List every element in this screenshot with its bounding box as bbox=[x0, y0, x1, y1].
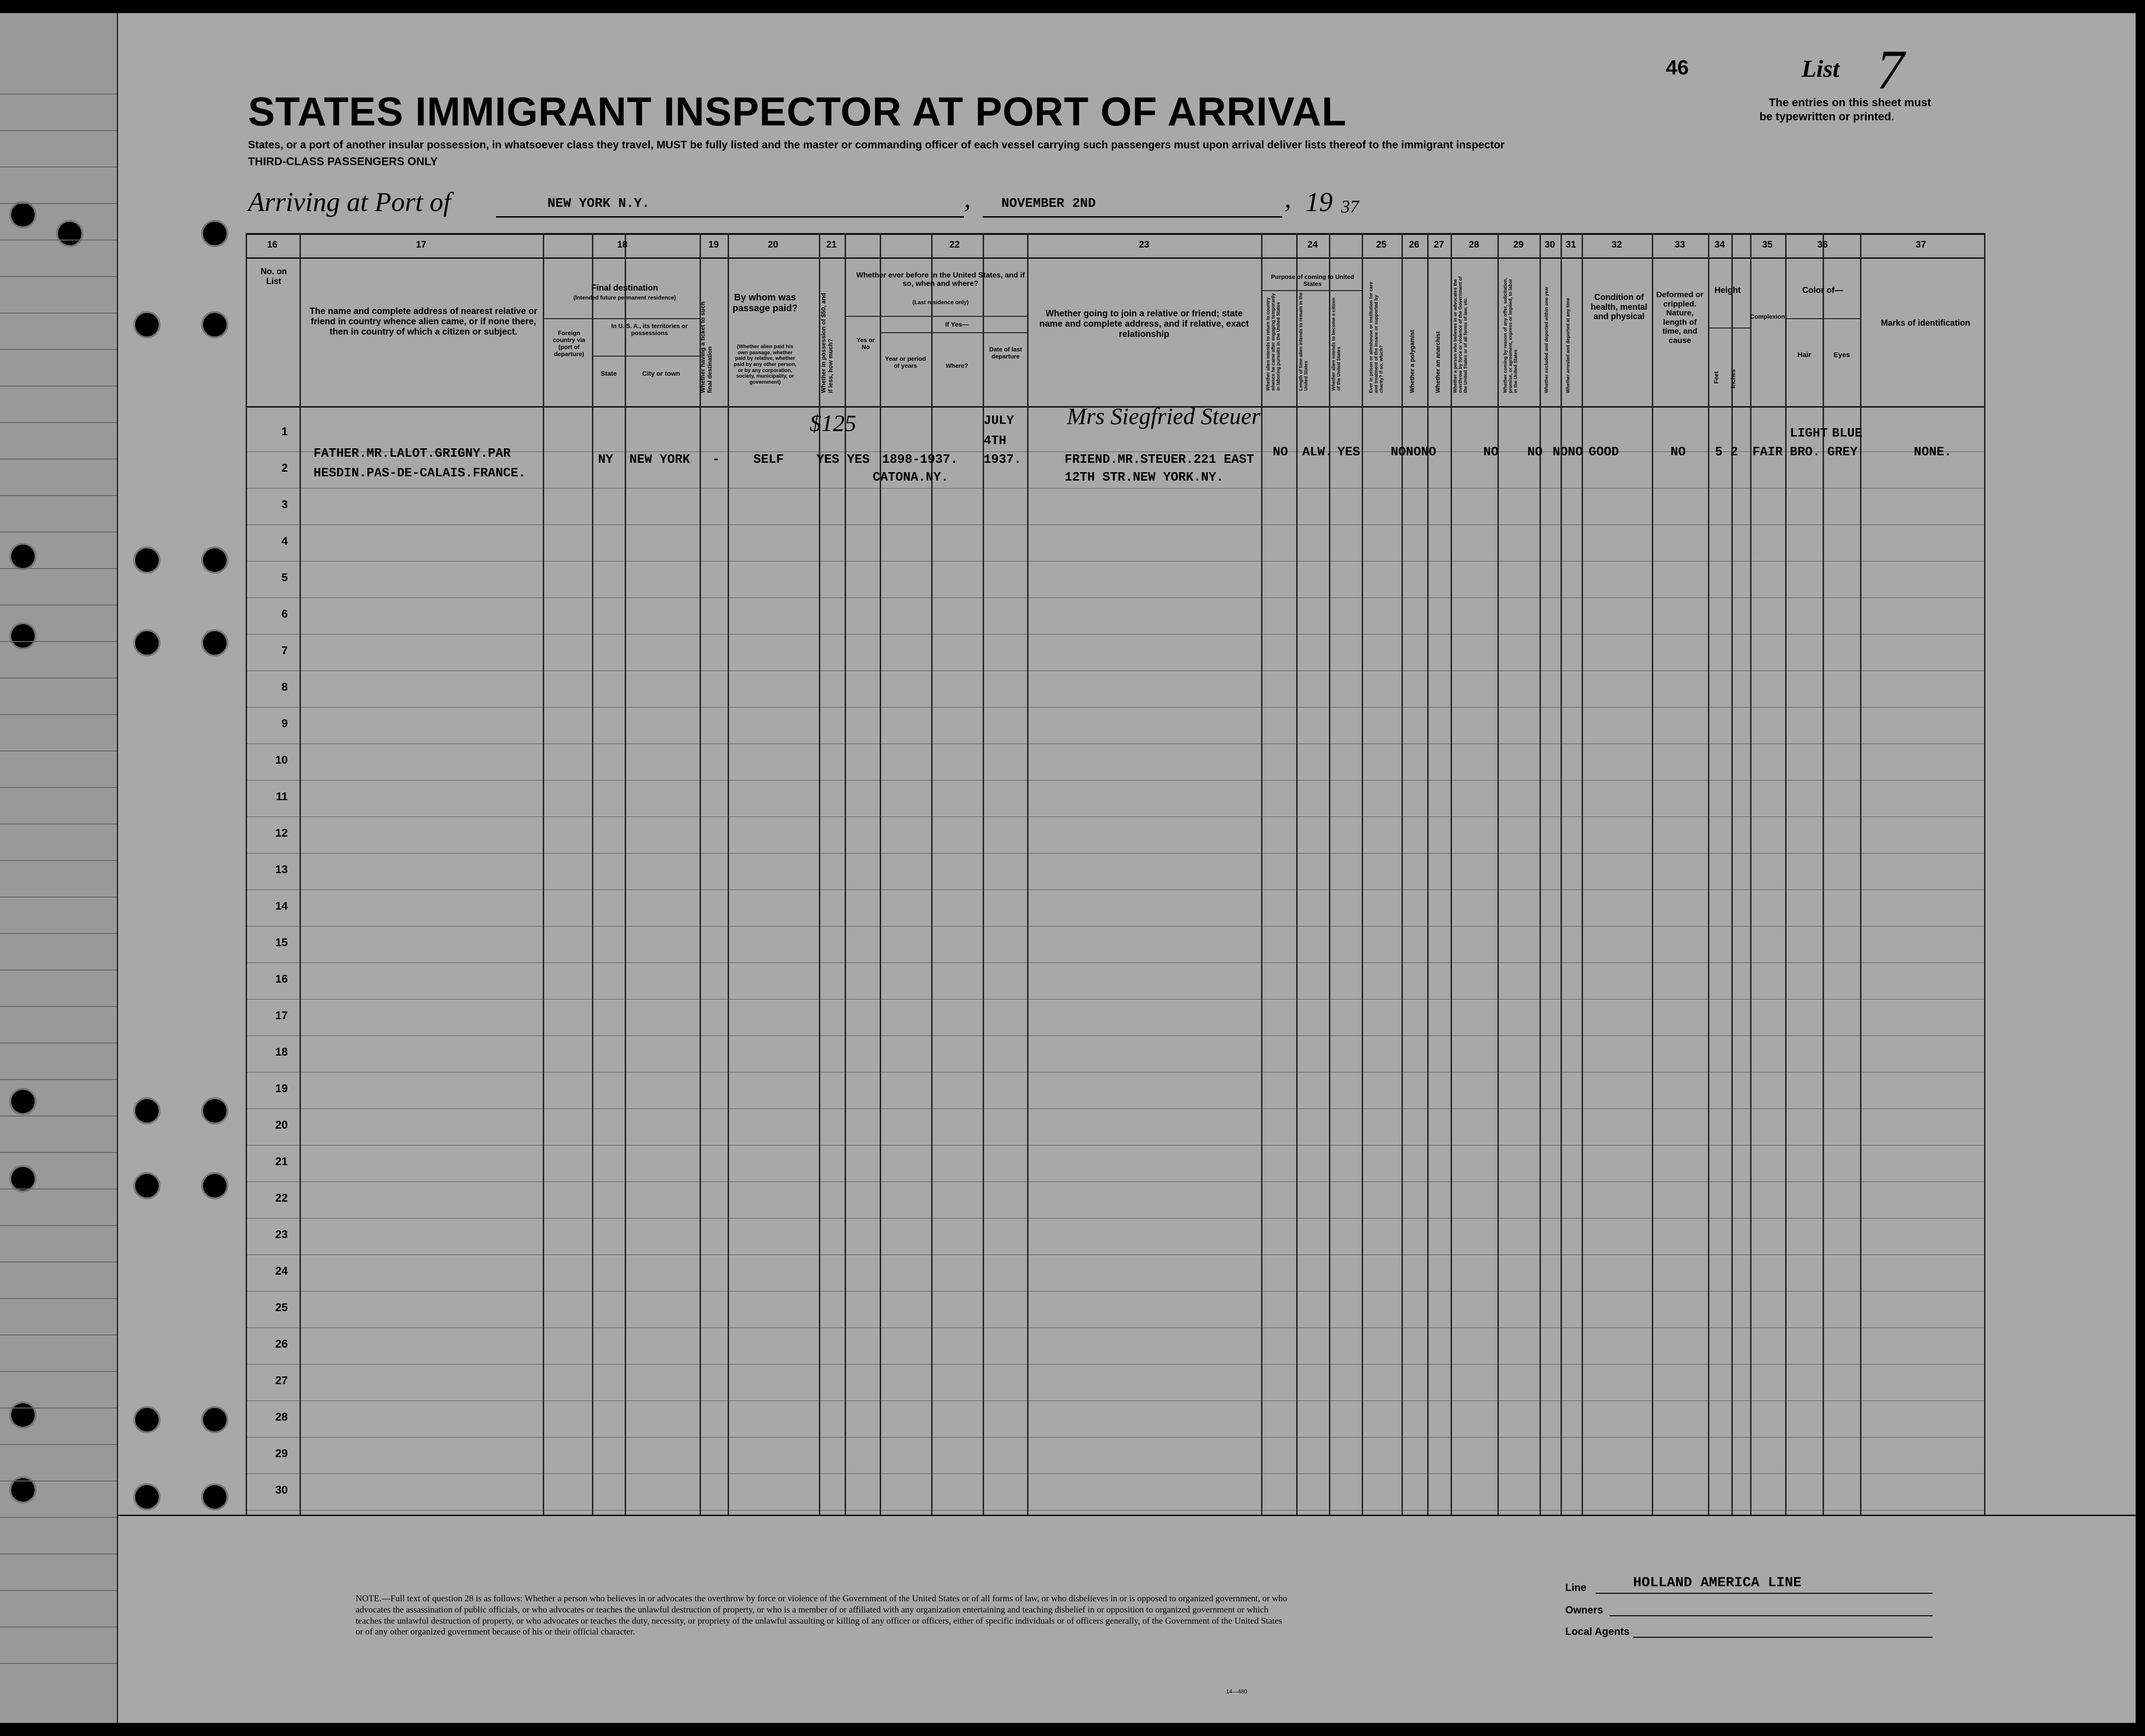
footer-agents-underline bbox=[1633, 1637, 1933, 1638]
in-usa-subrule bbox=[592, 356, 700, 357]
row-number: 24 bbox=[275, 1265, 288, 1277]
header-ever-before: Whether ever before in the United States, and if so, when and where? bbox=[856, 271, 1025, 288]
header-by-whom: By whom was passage paid? bbox=[732, 292, 798, 314]
header-color-of: Color of— bbox=[1802, 285, 1843, 295]
entry-feet: 5 bbox=[1715, 445, 1723, 460]
strip-rule bbox=[0, 1006, 117, 1007]
arriving-label: Arriving at Port of bbox=[248, 187, 451, 217]
column-rule bbox=[1823, 233, 1824, 1515]
binder-hole bbox=[133, 311, 161, 338]
column-number: 36 bbox=[1817, 240, 1828, 250]
column-number: 16 bbox=[267, 240, 278, 250]
strip-rule bbox=[0, 459, 117, 460]
row-number: 29 bbox=[275, 1447, 288, 1460]
header-final-destination: Final destination bbox=[591, 283, 658, 292]
entry-hair-line2: BRO. bbox=[1790, 445, 1820, 460]
ever-before-subrule bbox=[845, 316, 1027, 317]
row-rule bbox=[246, 1473, 1984, 1474]
header-where: Where? bbox=[946, 362, 968, 369]
strip-rule bbox=[0, 130, 117, 131]
entry-30-31: NONO bbox=[1553, 445, 1583, 460]
entry-money-handwritten: $125 bbox=[810, 410, 856, 436]
color-subrule bbox=[1785, 318, 1860, 319]
form-title: STATES IMMIGRANT INSPECTOR AT PORT OF ARRIVAL bbox=[248, 89, 1347, 134]
column-number: 22 bbox=[949, 240, 960, 250]
binder-hole bbox=[9, 1088, 36, 1115]
entry-joining-handwritten: Mrs Siegfried Steuer bbox=[1067, 403, 1261, 429]
binder-hole bbox=[201, 1406, 228, 1433]
arrival-date: NOVEMBER 2ND bbox=[1001, 197, 1096, 211]
instruction-line-1: The entries on this sheet must bbox=[1769, 96, 1931, 109]
header-25: Ever in prison or almshouse or institution for care and treatment of the insane or supported by charity? If so, which? bbox=[1369, 282, 1384, 393]
binder-hole bbox=[133, 1483, 161, 1510]
header-height: Height bbox=[1715, 285, 1741, 295]
entry-hair-line1: LIGHT bbox=[1790, 427, 1828, 441]
previous-page-strip bbox=[0, 13, 117, 1723]
entry-ticket: - bbox=[712, 453, 720, 467]
column-rule bbox=[1427, 233, 1429, 1515]
row-number: 23 bbox=[275, 1228, 288, 1241]
entry-joining-line2: 12TH STR.NEW YORK.NY. bbox=[1065, 471, 1224, 485]
column-number: 29 bbox=[1513, 240, 1524, 250]
strip-rule bbox=[0, 422, 117, 423]
entry-condition: GOOD bbox=[1589, 445, 1619, 460]
entry-departure-day: 4TH bbox=[984, 434, 1007, 448]
row-rule bbox=[246, 707, 1984, 708]
row-number: 22 bbox=[275, 1192, 288, 1204]
header-30: Whether excluded and deported within one year bbox=[1544, 286, 1549, 393]
column-number: 26 bbox=[1408, 240, 1420, 250]
column-number: 24 bbox=[1307, 240, 1318, 250]
header-ticket: Whether having a ticket to such final destination bbox=[699, 301, 713, 393]
row-number: 14 bbox=[275, 900, 288, 912]
row-number: 6 bbox=[281, 608, 288, 620]
row-number: 8 bbox=[281, 681, 288, 693]
column-number: 20 bbox=[767, 240, 779, 250]
class-label: THIRD-CLASS PASSENGERS ONLY bbox=[248, 155, 438, 168]
column-rule bbox=[1497, 233, 1499, 1515]
date-underline bbox=[983, 216, 1282, 218]
header-28: Whether a person who believes in or advocates the overthrow by force or violence of the Government of the United States or of all forms of law, etc. bbox=[1453, 276, 1468, 393]
strip-rule bbox=[0, 167, 117, 168]
final-destination-subrule bbox=[543, 318, 700, 319]
column-number: 33 bbox=[1674, 240, 1685, 250]
row-number: 15 bbox=[275, 936, 288, 949]
row-number: 4 bbox=[281, 535, 288, 547]
entry-eyes-line2: GREY bbox=[1827, 445, 1858, 460]
header-no-on-list: No. on List bbox=[261, 267, 287, 286]
arrival-year-suffix: 37 bbox=[1341, 197, 1359, 217]
header-inches: Inches bbox=[1729, 369, 1736, 388]
row-number: 17 bbox=[275, 1009, 288, 1022]
binder-hole bbox=[9, 622, 36, 649]
row-rule bbox=[246, 561, 1984, 562]
form-subtitle: States, or a port of another insular possession, in whatsoever class they travel, MUST be fully listed and the master or commanding officer of each vessel carrying such passengers must upon arrival deliver lists thereof to the immigrant inspector bbox=[248, 139, 1505, 151]
entry-24c: YES bbox=[1337, 445, 1360, 460]
binder-hole bbox=[201, 1483, 228, 1510]
column-rule bbox=[1582, 233, 1583, 1515]
strip-rule bbox=[0, 240, 117, 241]
entry-inches: 2 bbox=[1730, 445, 1738, 460]
column-number: 18 bbox=[617, 240, 628, 250]
strip-rule bbox=[0, 860, 117, 861]
entry-complexion: FAIR bbox=[1752, 445, 1783, 460]
column-number: 28 bbox=[1468, 240, 1480, 250]
header-foreign-country: Foreign country via (port of departure) bbox=[553, 329, 585, 357]
strip-rule bbox=[0, 568, 117, 569]
strip-rule bbox=[0, 1444, 117, 1445]
footer-owners-underline bbox=[1610, 1615, 1933, 1616]
row-number: 11 bbox=[276, 790, 288, 803]
manifest-sheet bbox=[118, 13, 2136, 1723]
header-deformed: Deformed or crippled. Nature, length of time, and cause bbox=[1656, 290, 1704, 345]
footer-owners-label: Owners bbox=[1565, 1604, 1603, 1616]
form-number: 14—480 bbox=[1226, 1688, 1248, 1695]
header-relative: The name and complete address of nearest relative or friend in country whence alien came, or if none there, then in country of which a citizen or subject. bbox=[309, 306, 538, 337]
strip-rule bbox=[0, 787, 117, 788]
table-top-rule bbox=[246, 233, 1984, 235]
strip-rule bbox=[0, 1152, 117, 1153]
binder-hole bbox=[9, 543, 36, 570]
column-number: 31 bbox=[1565, 240, 1576, 250]
header-purpose: Purpose of coming to United States bbox=[1271, 273, 1354, 287]
strip-rule bbox=[0, 641, 117, 642]
row-number: 28 bbox=[275, 1411, 288, 1423]
row-number: 5 bbox=[281, 571, 288, 584]
purpose-subrule bbox=[1261, 290, 1362, 291]
column-rule bbox=[1652, 233, 1653, 1515]
header-by-whom-note: (Whether alien paid his own passage, whether paid by relative, whether paid by any other person, or by any corporation, society, municipality, or government) bbox=[734, 344, 796, 385]
header-final-destination-note: (Intended future permanent residence) bbox=[573, 294, 676, 301]
header-eyes: Eyes bbox=[1833, 351, 1850, 359]
strip-rule bbox=[0, 933, 117, 934]
column-rule bbox=[700, 233, 701, 1515]
binder-hole bbox=[201, 1172, 228, 1199]
header-feet: Feet bbox=[1713, 371, 1720, 384]
entry-joining-line1: FRIEND.MR.STEUER.221 EAST bbox=[1065, 453, 1255, 467]
binder-hole bbox=[56, 220, 83, 247]
entry-24b: ALW. bbox=[1302, 445, 1333, 460]
header-27: Whether an anarchist bbox=[1434, 331, 1441, 393]
column-rule bbox=[1731, 233, 1733, 1515]
row-rule bbox=[246, 1400, 1984, 1401]
row-number: 12 bbox=[275, 827, 288, 839]
row-number: 7 bbox=[281, 644, 288, 657]
column-rule bbox=[1984, 233, 1985, 1515]
header-marks: Marks of identification bbox=[1881, 318, 1970, 328]
column-rule bbox=[1401, 233, 1403, 1515]
column-rule bbox=[1027, 233, 1029, 1515]
column-rule bbox=[1539, 233, 1541, 1515]
strip-rule bbox=[0, 495, 117, 496]
column-rule bbox=[1296, 233, 1298, 1515]
binder-hole bbox=[9, 1401, 36, 1429]
header-24b: Length of time alien intends to remain in the United States bbox=[1299, 292, 1309, 391]
column-rule bbox=[880, 233, 881, 1515]
header-state: State bbox=[600, 370, 617, 377]
entry-ever-before: YES bbox=[847, 453, 870, 467]
arrival-port: NEW YORK N.Y. bbox=[547, 197, 650, 211]
instruction-line-2: be typewritten or printed. bbox=[1759, 110, 1895, 123]
header-ever-before-note: (Last residence only) bbox=[912, 299, 969, 306]
strip-rule bbox=[0, 1079, 117, 1080]
port-underline bbox=[496, 216, 964, 218]
page-number: 46 bbox=[1666, 56, 1689, 79]
entry-24a: NO bbox=[1273, 445, 1288, 460]
column-rule bbox=[1561, 233, 1562, 1515]
entry-state: NY bbox=[598, 453, 613, 467]
binder-hole bbox=[133, 547, 161, 574]
column-number: 35 bbox=[1762, 240, 1773, 250]
row-number: 2 bbox=[281, 462, 288, 474]
header-31: Whether arrested and deported at any time bbox=[1566, 298, 1571, 393]
header-condition: Condition of health, mental and physical bbox=[1591, 292, 1648, 321]
row-number: 3 bbox=[281, 498, 288, 511]
entry-relative-line1: FATHER.MR.LALOT.GRIGNY.PAR bbox=[314, 447, 511, 461]
strip-rule bbox=[0, 714, 117, 715]
column-rule bbox=[592, 233, 593, 1515]
arrival-year-printed: 19 bbox=[1306, 187, 1333, 217]
footer-line-value: HOLLAND AMERICA LINE bbox=[1633, 1575, 1802, 1591]
strip-rule bbox=[0, 203, 117, 204]
column-number: 34 bbox=[1714, 240, 1725, 250]
footer-line-label: Line bbox=[1565, 1582, 1587, 1593]
column-rule bbox=[246, 233, 247, 1515]
header-hair: Hair bbox=[1797, 351, 1811, 359]
column-number: 32 bbox=[1611, 240, 1622, 250]
entry-paid-by: SELF bbox=[753, 453, 784, 467]
header-joining: Whether going to join a relative or friend; state name and complete address, and if relative, exact relationship bbox=[1039, 309, 1249, 339]
date-comma-2: , bbox=[1284, 183, 1291, 213]
row-rule bbox=[246, 488, 1984, 489]
column-number: 19 bbox=[708, 240, 719, 250]
column-rule bbox=[931, 233, 933, 1515]
strip-rule bbox=[0, 349, 117, 350]
column-number: 27 bbox=[1433, 240, 1445, 250]
date-comma: , bbox=[964, 183, 971, 213]
column-rule bbox=[543, 233, 544, 1515]
row-number: 9 bbox=[281, 717, 288, 730]
row-number: 26 bbox=[275, 1338, 288, 1350]
footer-agents-label: Local Agents bbox=[1565, 1626, 1630, 1637]
binder-hole bbox=[201, 629, 228, 656]
column-rule bbox=[1785, 233, 1787, 1515]
header-date-departure: Date of last departure bbox=[989, 346, 1022, 360]
binder-hole bbox=[133, 1172, 161, 1199]
entry-29: NO bbox=[1527, 445, 1543, 460]
binder-hole bbox=[201, 311, 228, 338]
entry-departure-month: JULY bbox=[984, 414, 1014, 428]
entry-deformed: NO bbox=[1671, 445, 1686, 460]
row-number: 10 bbox=[275, 754, 288, 766]
header-if-yes: If Yes— bbox=[945, 321, 969, 328]
column-rule bbox=[1329, 233, 1330, 1515]
table-bottom-rule bbox=[118, 1515, 2136, 1516]
entry-where: CATONA.NY. bbox=[873, 471, 949, 485]
header-yes-no: Yes or No bbox=[856, 336, 875, 350]
row-number: 1 bbox=[281, 425, 288, 438]
column-rule bbox=[1708, 233, 1709, 1515]
strip-rule bbox=[0, 1225, 117, 1226]
row-number: 27 bbox=[275, 1374, 288, 1387]
strip-rule bbox=[0, 94, 117, 95]
list-label: List bbox=[1802, 56, 1839, 82]
strip-rule bbox=[0, 313, 117, 314]
binder-hole bbox=[9, 201, 36, 228]
binder-hole bbox=[201, 1097, 228, 1124]
header-city: City or town bbox=[642, 370, 680, 377]
entry-departure-year: 1937. bbox=[984, 453, 1022, 467]
column-rule bbox=[728, 233, 729, 1515]
binder-hole bbox=[201, 220, 228, 247]
column-rule bbox=[1451, 233, 1452, 1515]
binder-hole bbox=[201, 547, 228, 574]
column-number: 30 bbox=[1544, 240, 1555, 250]
row-number: 18 bbox=[275, 1046, 288, 1058]
entry-relative-line2: HESDIN.PAS-DE-CALAIS.FRANCE. bbox=[314, 467, 526, 481]
column-number-rule bbox=[246, 257, 1984, 259]
row-number: 19 bbox=[275, 1082, 288, 1095]
list-number: 7 bbox=[1876, 38, 1904, 101]
header-26: Whether a polygamist bbox=[1408, 329, 1415, 393]
row-number: 13 bbox=[275, 863, 288, 876]
column-number: 21 bbox=[826, 240, 837, 250]
row-number: 16 bbox=[275, 973, 288, 985]
entry-money: YES bbox=[817, 453, 839, 467]
header-24c: Whether alien intends to become a citizen of the United States bbox=[1331, 298, 1342, 391]
entry-25-27: NONONO bbox=[1391, 445, 1437, 460]
header-complexion: Complexion bbox=[1750, 313, 1785, 320]
column-rule bbox=[1750, 233, 1751, 1515]
entry-years: 1898-1937. bbox=[882, 453, 958, 467]
row-rule bbox=[246, 634, 1984, 635]
column-rule bbox=[625, 233, 626, 1515]
strip-rule bbox=[0, 276, 117, 277]
column-rule bbox=[1860, 233, 1861, 1515]
header-year-period: Year or period of years bbox=[885, 355, 926, 369]
if-yes-subrule bbox=[880, 332, 1027, 333]
entry-eyes-line1: BLUE bbox=[1832, 427, 1862, 441]
column-rule bbox=[299, 233, 301, 1515]
row-number: 20 bbox=[275, 1119, 288, 1131]
column-rule bbox=[1261, 233, 1262, 1515]
strip-rule bbox=[0, 1590, 117, 1591]
header-29: Whether coming by reason of any offer, solicitation, promise, or agreement, express or implied, to labor in the United States bbox=[1503, 277, 1518, 393]
strip-rule bbox=[0, 1663, 117, 1664]
column-rule bbox=[1362, 233, 1363, 1515]
entry-28: NO bbox=[1483, 445, 1499, 460]
strip-rule bbox=[0, 1517, 117, 1518]
column-number: 37 bbox=[1915, 240, 1926, 250]
entry-marks: NONE. bbox=[1914, 445, 1952, 460]
binder-hole bbox=[133, 1097, 161, 1124]
header-in-usa: In U. S. A., its territories or possessions bbox=[611, 322, 688, 336]
column-number: 25 bbox=[1376, 240, 1387, 250]
column-number: 23 bbox=[1138, 240, 1150, 250]
header-24a: Whether alien intends to return to country whence he came after engaging temporarily in laboring pursuits in the United States bbox=[1266, 293, 1281, 391]
row-number: 30 bbox=[275, 1484, 288, 1496]
header-money: Whether in possession of $50, and if less, how much? bbox=[820, 293, 834, 393]
strip-rule bbox=[0, 1371, 117, 1372]
strip-rule bbox=[0, 1298, 117, 1299]
binder-hole bbox=[133, 629, 161, 656]
footnote-q28: NOTE.—Full text of question 28 is as follows: Whether a person who believes in or advocates the overthrow by force or violence of the Government of the United States or of all forms of law, or who disbelieves in or is opposed to organized government, or who advocates the assassination of public officials, or who advocates or teaches the unlawful destruction of property, or who is a member of or affiliated with any organization entertaining and teaching disbelief in or opposition to organized government or which teaches the unlawful destruction of property, or who advocates or teaches the duty, necessity, or propriety of the unlawful assaulting or killing of any officer or officers, either of specific individuals or of officers generally, of the Government of the United States or of any other organized government because of his or their official character. bbox=[356, 1594, 1288, 1637]
column-number: 17 bbox=[416, 240, 427, 250]
row-number: 21 bbox=[275, 1155, 288, 1168]
binder-hole bbox=[133, 1406, 161, 1433]
row-number: 25 bbox=[275, 1301, 288, 1314]
entry-city: NEW YORK bbox=[629, 453, 690, 467]
footer-line-underline bbox=[1596, 1593, 1933, 1594]
strip-rule bbox=[0, 386, 117, 387]
